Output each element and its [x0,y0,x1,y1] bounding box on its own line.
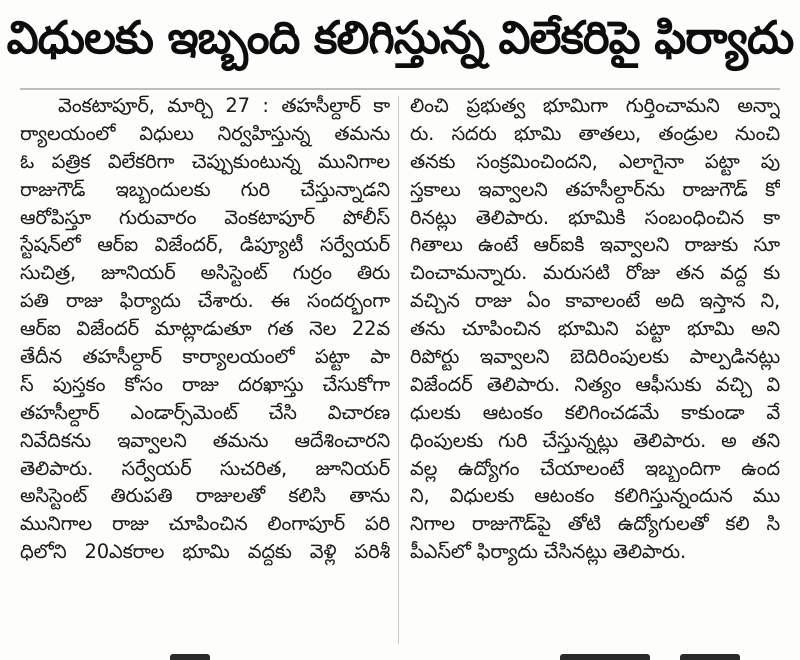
article-line: ఆరోపిస్తూ గురువారం వెంకటాపూర్ పోలీస్ [20,205,390,229]
article-line: ర్యాలయంలో విధులు నిర్వహిస్తున్న తమను [20,121,390,145]
article-line: తను చూపించిన భూమిని పట్టా భూమి అని [410,317,780,341]
article-line: రు. సదరు భూమి తాతలు, తండ్రుల నుంచి [410,121,780,145]
article-line: నివేదికను ఇవ్వాలని తమను ఆదేశించారని [20,428,390,452]
article-line: రినట్లు తెలిపారు. భూమికి సంబంధించిన కా [410,205,780,229]
article-line: వెంకటాపూర్, మార్చి 27 : తహసీల్దార్ కా [58,94,390,117]
article-line: ఆర్ఐ విజేందర్ మాట్లాడుతూ గత నెల 22వ [20,317,390,341]
article-line: గితాలు ఉంటే ఆర్ఐకి ఇవ్వాలని రాజుకు సూ [410,233,780,257]
article-line: ధులకు ఆటంకం కలిగించడమే కాకుండా వే [410,400,780,424]
article-line: తహసీల్దార్ ఎండార్స్‌మెంట్ చేసి విచారణ [20,400,390,424]
article-line: వల్ల ఉద్యోగం చేయాలంటే ఇబ్బందిగా ఉంద [410,456,780,480]
right-column [410,92,780,566]
left-column [20,92,390,566]
clipped-next-line [20,650,780,660]
article-line: స్తకాలు ఇవ్వాలని తహసీల్దార్‌ను రాజుగౌడ్ కో [410,177,780,201]
article-line: వచ్చిన రాజు ఏం కావాలంటే అది ఇస్తాన ని, [410,289,780,313]
article-headline: విధులకు ఇబ్బంది కలిగిస్తున్న విలేకరిపై ఫిర్యాదు [6,11,794,64]
clipped-glyph [560,654,650,660]
headline-rule [20,88,780,90]
article-line: రాజుగౌడ్ ఇబ్బందులకు గురి చేస్తున్నాడని [20,177,390,201]
article-line: రిపోర్టు ఇవ్వాలని బెదిరింపులకు పాల్పడినట్లు [410,345,780,369]
article-line: మునిగాల రాజు చూపించిన లింగాపూర్ పరి [20,512,390,536]
article-line: తెలిపారు. సర్వేయర్ సుచరిత, జూనియర్ [20,456,390,480]
article-line: విజేందర్ తెలిపారు. నిత్యం ఆఫీసుకు వచ్చి వి [410,372,780,396]
article-line: అసిస్టెంట్ తిరుపతి రాజులతో కలిసి తాను [20,484,390,508]
article-line: స్ పుస్తకం కోసం రాజు దరఖాస్తు చేసుకోగా [20,372,390,396]
article-line: సుచిత్ర, జూనియర్ అసిస్టెంట్ గుర్రం తిరు [20,261,390,285]
article-line: ఓ పత్రిక విలేకరిగా చెప్పుకుంటున్న మునిగాల [20,149,390,173]
article-line: తేదీన తహసీల్దార్ కార్యాలయంలో పట్టా పా [20,345,390,369]
article-line: చించామన్నారు. మరుసటి రోజు తన వద్ద కు [410,261,780,285]
article-line: ధింపులకు గురి చేస్తున్నట్లు తెలిపారు. అ తని [410,428,780,452]
article-line: పతి రాజు ఫిర్యాదు చేశారు. ఈ సందర్భంగా [20,289,390,313]
clipped-glyph [170,654,210,660]
article-line: నిగాల రాజుగౌడ్‌పై తోటి ఉద్యోగులతో కలి సి [410,512,780,536]
article-line: స్టేషన్‌లో ఆర్ఐ విజేందర్, డిప్యూటీ సర్వేయర్ [20,233,390,257]
article-line: తనకు సంక్రమించిందని, ఎలాగైనా పట్టా పు [410,149,780,173]
article-line: పీఎస్‌లో ఫిర్యాదు చేసినట్లు తెలిపారు. [410,540,686,564]
article-line: ని, విధులకు ఆటంకం కలిగిస్తున్నందున ము [410,484,780,508]
article-line: ధిలోని 20ఎకరాల భూమి వద్దకు వెళ్లి పరిశీ [20,540,390,564]
article-line: లించి ప్రభుత్వ భూమిగా గుర్తించామని అన్నా [410,94,780,117]
column-divider [398,96,399,644]
clipped-glyph [680,654,740,660]
